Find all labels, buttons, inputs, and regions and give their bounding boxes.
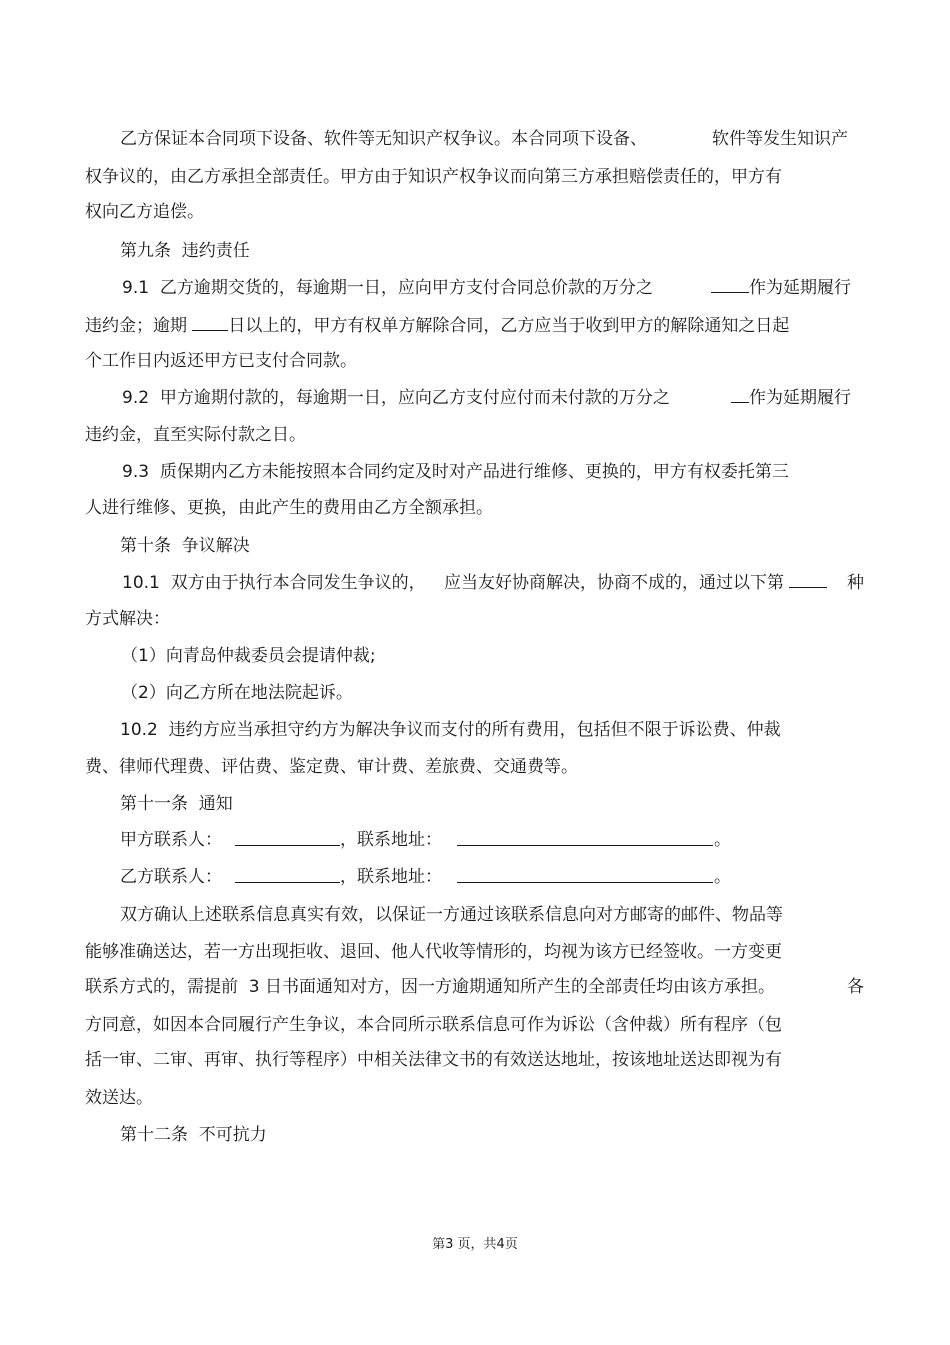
party-b-address-blank[interactable]: [457, 868, 713, 883]
text-line: [85, 608, 170, 630]
text-segment: 作为延期履行: [749, 278, 851, 298]
text-line: [120, 719, 781, 741]
text-line: [85, 201, 204, 223]
article-12-title: 第十二条 不可抗力: [120, 1125, 267, 1145]
text-line: [85, 756, 578, 778]
article-11-title: 第十一条 通知: [120, 794, 233, 814]
text-line: [85, 497, 493, 519]
text-segment: 应当友好协商解决，协商不成的，通过以下第: [444, 573, 784, 593]
text-line: [731, 387, 851, 409]
text-line: [85, 166, 782, 188]
text-line: [85, 1049, 782, 1071]
label: 乙方联系人：: [120, 867, 222, 887]
text-line: [122, 277, 653, 299]
text-line: [85, 350, 357, 372]
article-10-title: 第十条 争议解决: [120, 536, 250, 556]
party-b-contact: [120, 866, 222, 888]
text-segment: 违约金；逾期: [85, 316, 187, 336]
text-segment: 。: [714, 830, 731, 850]
text-segment: 能够准确送达，若一方出现拒收、退回、他人代收等情形的，均视为该方已经签收。一方变更: [85, 942, 782, 962]
text-line: [444, 572, 827, 594]
text-line: [85, 424, 306, 446]
party-b-name-blank[interactable]: [235, 868, 340, 883]
text-segment: 违约金，直至实际付款之日。: [85, 425, 306, 445]
label: 甲方联系人：: [120, 830, 222, 850]
text-line: [85, 315, 789, 337]
text-segment: 9.3 质保期内乙方未能按照本合同约定及时对产品进行维修、更换的，甲方有权委托第三: [122, 462, 789, 482]
text-segment: 个工作日内返还甲方已支付合同款。: [85, 351, 357, 371]
text-segment: 乙方保证本合同项下设备、软件等无知识产权争议。本合同项下设备、: [120, 129, 647, 149]
text-segment: 10.2 违约方应当承担守约方为解决争议而支付的所有费用，包括但不限于诉讼费、仲裁: [120, 720, 781, 740]
party-b-address-label: [340, 866, 442, 888]
fill-blank[interactable]: [731, 388, 749, 403]
fill-blank[interactable]: [192, 316, 228, 331]
text-segment: 括一审、二审、再审、执行等程序）中相关法律文书的有效送达地址，按该地址送达即视为有: [85, 1050, 782, 1070]
text-line: [122, 461, 789, 483]
label: ，联系地址：: [340, 830, 442, 850]
label: ，联系地址：: [340, 867, 442, 887]
party-a-contact: [120, 829, 222, 851]
text-segment: 人进行维修、更换，由此产生的费用由乙方全额承担。: [85, 498, 493, 518]
text-segment: 方同意，如因本合同履行产生争议，本合同所示联系信息可作为诉讼（含仲裁）所有程序（包: [85, 1015, 782, 1035]
text-line: [847, 976, 864, 998]
fill-blank[interactable]: [789, 573, 827, 588]
text-segment: 9.1 乙方逾期交货的，每逾期一日，应向甲方支付合同总价款的万分之: [122, 278, 653, 298]
text-line: [85, 1014, 782, 1036]
text-line: [120, 904, 783, 926]
page-number: 第3 页，共4页: [432, 1237, 518, 1252]
text-line: [122, 387, 670, 409]
text-segment: 各: [847, 977, 864, 997]
option-2: （2）向乙方所在地法院起诉。: [121, 683, 353, 703]
text-segment: 权争议的，由乙方承担全部责任。甲方由于知识产权争议而向第三方承担赔偿责任的，甲方有: [85, 167, 782, 187]
text-segment: 10.1 双方由于执行本合同发生争议的，: [122, 573, 426, 593]
text-segment: 权向乙方追偿。: [85, 202, 204, 222]
text-segment: 作为延期履行: [749, 388, 851, 408]
text-segment: 软件等发生知识产: [712, 129, 848, 149]
text-line: [85, 941, 782, 963]
text-line: [120, 128, 647, 150]
option-1: （1）向青岛仲裁委员会提请仲裁;: [121, 646, 376, 666]
text-line: [714, 829, 731, 851]
text-segment: 种: [847, 573, 864, 593]
text-line: [122, 572, 426, 594]
text-line: [711, 277, 851, 299]
text-segment: 费、律师代理费、评估费、鉴定费、审计费、差旅费、交通费等。: [85, 757, 578, 777]
party-a-address-blank[interactable]: [457, 831, 713, 846]
text-line: [85, 1087, 153, 1109]
text-segment: 效送达。: [85, 1088, 153, 1108]
text-segment: 方式解决：: [85, 609, 170, 629]
text-segment: 日以上的，甲方有权单方解除合同，乙方应当于收到甲方的解除通知之日起: [228, 316, 790, 336]
text-segment: 双方确认上述联系信息真实有效，以保证一方通过该联系信息向对方邮寄的邮件、物品等: [120, 905, 783, 925]
text-segment: 9.2 甲方逾期付款的，每逾期一日，应向乙方支付应付而未付款的万分之: [122, 388, 670, 408]
text-segment: 。: [714, 867, 731, 887]
text-line: [847, 572, 864, 594]
party-a-name-blank[interactable]: [235, 831, 340, 846]
party-a-address-label: [340, 829, 442, 851]
text-line: [714, 866, 731, 888]
text-segment: 联系方式的，需提前 3 日书面通知对方，因一方逾期通知所产生的全部责任均由该方承担。: [85, 977, 776, 997]
fill-blank[interactable]: [711, 278, 749, 293]
text-line: [85, 976, 775, 998]
text-line: [712, 128, 848, 150]
article-9-title: 第九条 违约责任: [120, 241, 250, 261]
